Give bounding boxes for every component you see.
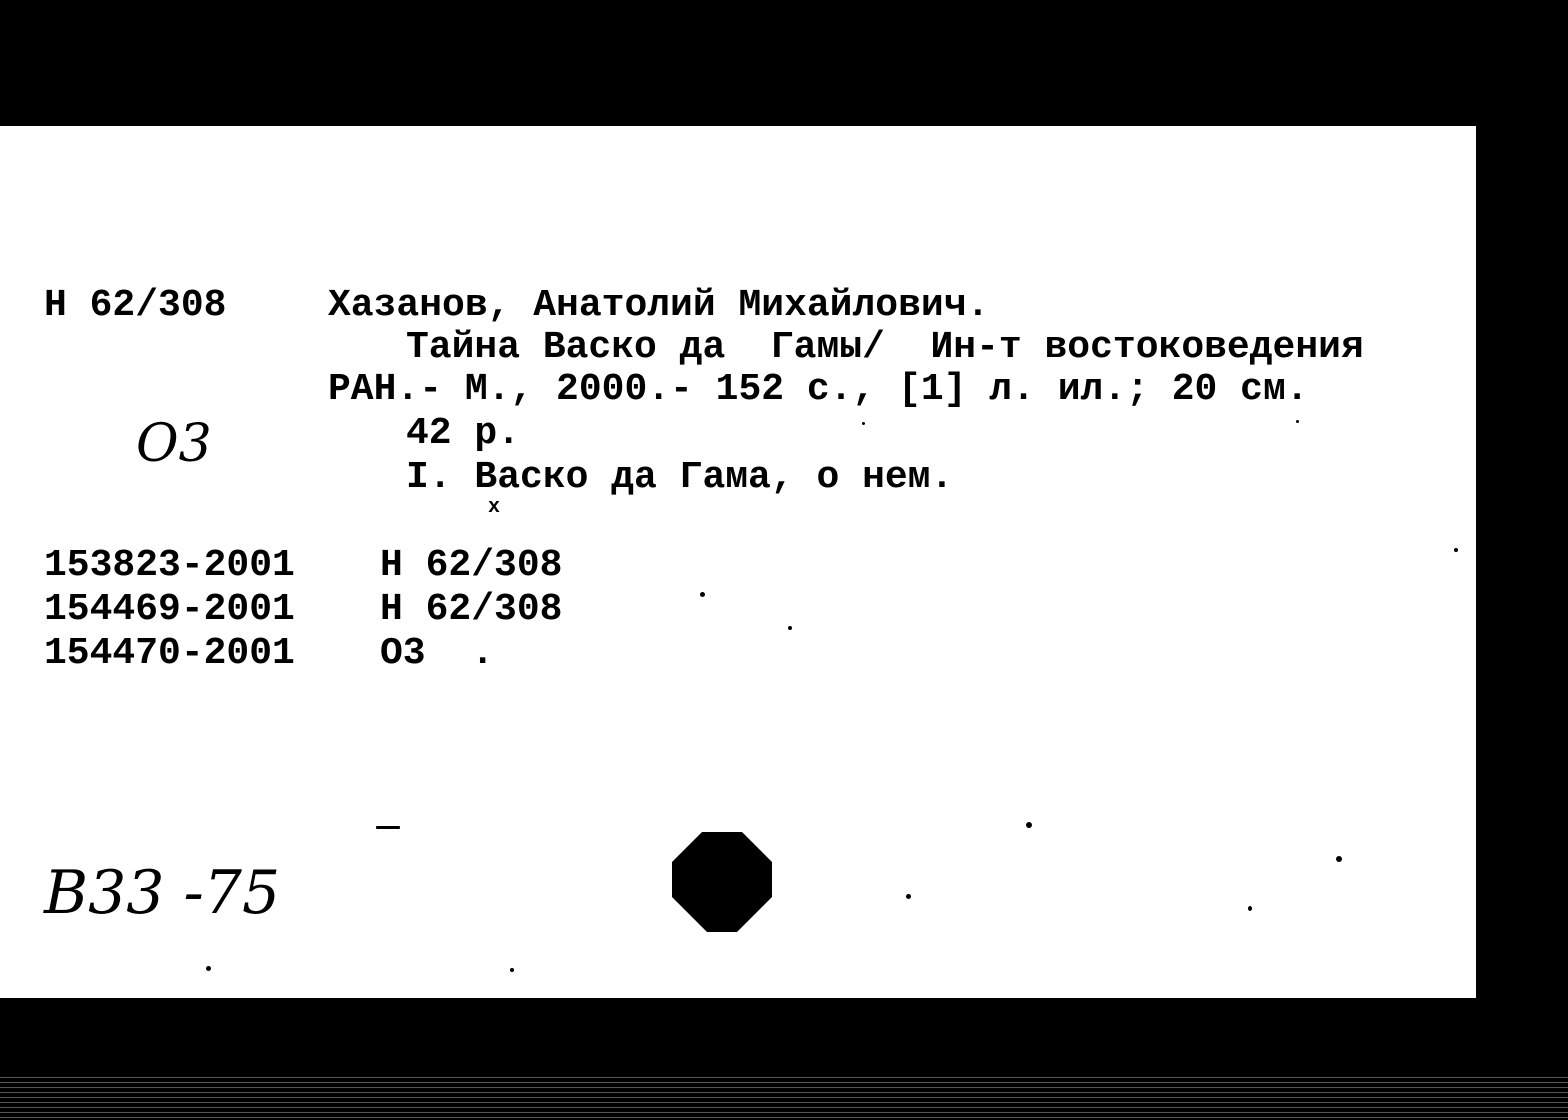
- scan-speck: [1248, 906, 1252, 911]
- imprint-statement: РАН.- М., 2000.- 152 с., [1] л. ил.; 20 см.: [328, 368, 1309, 411]
- subject-mark: x: [488, 496, 501, 519]
- scan-speck: [700, 592, 705, 597]
- inventory-number: 153823-2001: [44, 544, 295, 587]
- price: 42 р.: [406, 412, 521, 455]
- title-statement: Тайна Васко да Гамы/ Ин-т востоковедения: [406, 326, 1364, 369]
- scan-speck: [510, 968, 514, 972]
- holding-location: Н 62/308: [380, 544, 563, 587]
- holding-location: О3 .: [380, 632, 495, 675]
- scan-speck: [376, 826, 400, 829]
- inventory-number: 154470-2001: [44, 632, 295, 675]
- scan-speck: [1336, 856, 1342, 862]
- scan-speck: [862, 422, 865, 425]
- inventory-number: 154469-2001: [44, 588, 295, 631]
- scan-speck: [906, 894, 911, 899]
- handwritten-classification-note: В33 -75: [44, 858, 281, 928]
- scan-speck: [206, 966, 211, 971]
- subject-heading: I. Васко да Гама, о нем.: [406, 456, 954, 499]
- scan-speck: [1296, 420, 1299, 423]
- holding-location: Н 62/308: [380, 588, 563, 631]
- scan-speck: [1026, 822, 1032, 828]
- call-number: Н 62/308: [44, 284, 227, 327]
- scanner-bottom-band: [0, 1076, 1568, 1120]
- scan-speck: [788, 626, 792, 630]
- scan-speck: [1454, 548, 1458, 552]
- author-heading: Хазанов, Анатолий Михайлович.: [328, 284, 990, 327]
- handwritten-shelf-note: О3: [136, 414, 212, 474]
